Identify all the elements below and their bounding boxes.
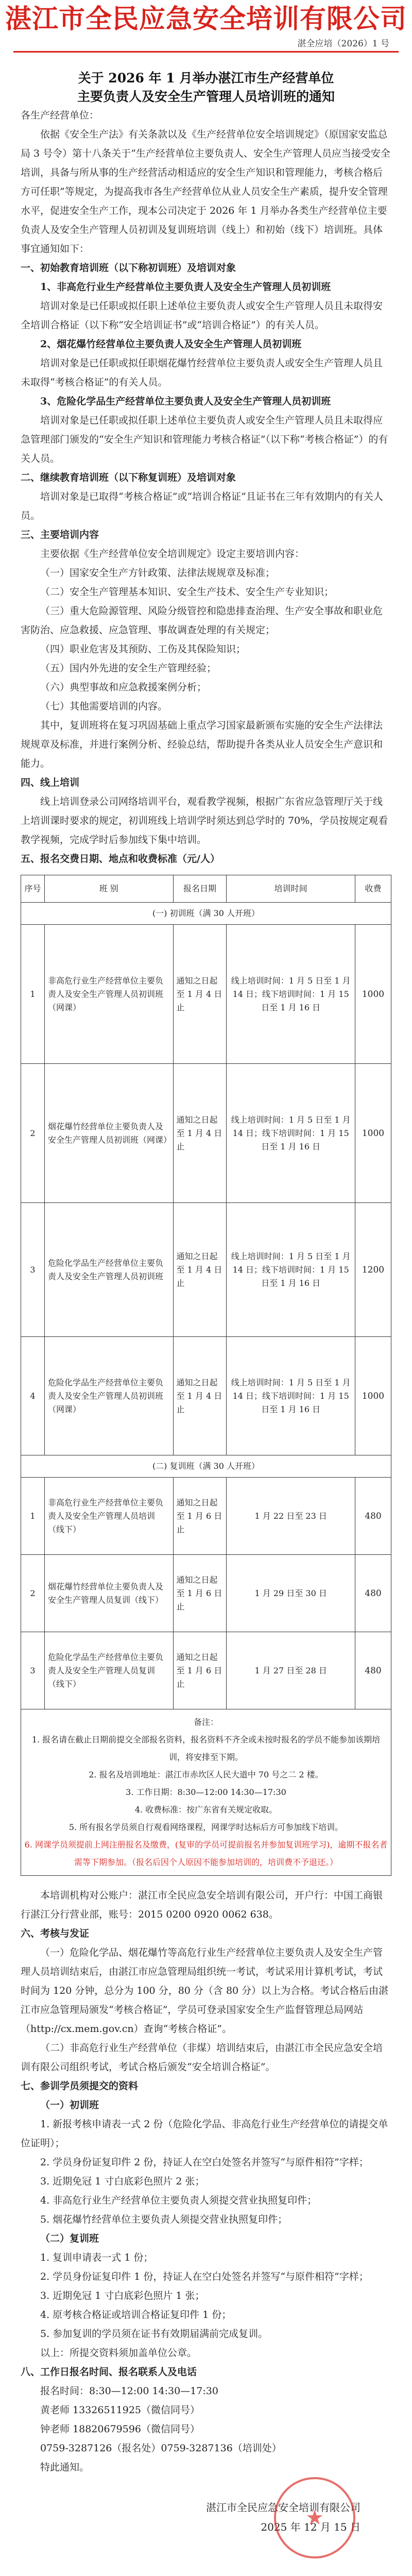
section-1-sub-1: 1、非高危行业生产经营单位主要负责人及安全生产管理人员初训班 (40, 281, 331, 293)
bank-account-note: 本培训机构对公账户：湛江市全民应急安全培训有限公司，开户行：中国工商银行湛江分行营业部，账号：2015 0200 0920 0062 638。 (21, 1890, 383, 1920)
materials-item: 4. 原考核合格证或培训合格证复印件 1 份； (40, 2309, 232, 2320)
section-6-text-2: （二）非高危行业生产经营单位（非煤）培训结束后，由湛江市全民应急安全培训有限公司组织考试，考试合格后颁发“安全培训合格证”。 (21, 2042, 383, 2073)
header-training-time: 培训时间 (227, 875, 355, 903)
materials-item: 4. 非高危行业生产经营单位主要负责人须提交营业执照复印件； (40, 2195, 317, 2206)
table-row (21, 1337, 391, 1455)
table-group-row (21, 903, 391, 925)
row-reg-date: 通知之日起至 1 月 4 日止 (173, 1337, 227, 1455)
note-item: 5. 所有报名学员须自行观看网络课程，网课学时达标后方可参加线下培训。 (68, 1822, 344, 1832)
row-fee: 1200 (355, 1203, 391, 1337)
row-reg-date: 通知之日起至 1 月 6 日止 (173, 1555, 227, 1632)
section-3-item: （六）典型事故和应急救援案例分析； (40, 682, 207, 693)
row-seq: 3 (21, 1203, 45, 1337)
signature-date: 2025 年 12 月 15 日 (261, 2521, 360, 2533)
salutation: 各生产经营单位： (21, 110, 99, 121)
row-fee: 480 (355, 1555, 391, 1632)
row-seq: 2 (21, 1555, 45, 1632)
materials-item: 5. 参加复训的学员须在证书有效期届满前完成复训。 (40, 2328, 268, 2340)
section-1-sub-2: 2、烟花爆竹经营单位主要负责人及安全生产管理人员初训班 (40, 338, 302, 350)
header-seq: 序号 (21, 875, 45, 903)
official-seal-icon (274, 2477, 355, 2558)
fee-table-header (21, 875, 391, 903)
document-number: 湛全应培（2026）1 号 (297, 39, 389, 49)
row-training-time: 线上培训时间：1 月 5 日至 1 月 14 日；线下培训时间：1 月 15 日至 1 月 16 日 (227, 925, 355, 1064)
signature-block (21, 2498, 391, 2537)
section-3-item: （七）其他需要培训的内容。 (40, 701, 168, 712)
row-seq: 3 (21, 1632, 45, 1709)
title-line-2: 主要负责人及安全生产管理人员培训班的通知 (77, 89, 335, 104)
row-reg-date: 通知之日起至 1 月 4 日止 (173, 925, 227, 1064)
section-3-item: （四）职业危害及其预防、工伤及其保险知识； (40, 643, 246, 655)
materials-item: 1. 新报考核申请表一式 2 份（危险化学品、非高危行业生产经营单位的请提交单位证明）； (21, 2119, 388, 2149)
section-6-text-1: （一）危险化学品、烟花爆竹等高危行业生产经营单位主要负责人及安全生产管理人员培训结束后，由湛江市应急管理局组织统一考试，考试采用计算机考试，考试时间为 120 分钟，总分为 100 分，80 分（含 80 分）以上为合格。考试合格后由湛江市应急管理局颁发“考核合格证”，学员可登录国家安全生产监督管理总局网站（http://cx.mem.gov.cn）查询“考核合格证”。 (21, 1947, 389, 2035)
table-row (21, 1478, 391, 1555)
note-item-highlight: 6. 网课学员须提前上网注册报名及缴费，(复审的学员可提前报名并参加复训班学习)，逾期不报名者需等下期参加。（报名后因个人原因不能参加培训的，培训费不予退还。） (24, 1840, 388, 1867)
materials-item: 2. 学员身份证复印件 2 份，持证人在空白处签名并签写“与原件相符”字样； (40, 2157, 369, 2168)
notice-title (0, 69, 412, 106)
row-fee: 480 (355, 1632, 391, 1709)
fee-table (21, 875, 391, 1876)
section-1-text-3: 培训对象是已任职或拟任职上述单位主要负责人或安全生产管理人员且未取得应急管理部门颁发的“安全生产知识和管理能力考核合格证”（以下称“考核合格证”）的有关人员。 (21, 415, 388, 464)
letterhead (0, 0, 412, 53)
row-reg-date: 通知之日起至 1 月 4 日止 (173, 1203, 227, 1337)
row-seq: 1 (21, 1478, 45, 1555)
row-class: 危险化学品生产经营单位主要负责人及安全生产管理人员复训（线下） (44, 1632, 173, 1709)
table-row (21, 1555, 391, 1632)
row-training-time: 1 月 22 日至 23 日 (227, 1478, 355, 1555)
row-training-time: 1 月 29 日至 30 日 (227, 1555, 355, 1632)
materials-item: 3. 近期免冠 1 寸白底彩色照片 2 张； (40, 2176, 205, 2187)
row-fee: 1000 (355, 925, 391, 1064)
row-reg-date: 通知之日起至 1 月 6 日止 (173, 1632, 227, 1709)
table-notes (21, 1709, 391, 1876)
section-5-title: 五、报名交费日期、地点和收费标准（元/人） (21, 853, 220, 865)
header-reg-date: 报名日期 (173, 875, 227, 903)
section-4-title: 四、线上培训 (21, 777, 80, 788)
contact-item: 黄老师 13326511925（微信同号） (40, 2404, 200, 2416)
section-7-sub-2: （二）复训班 (40, 2233, 99, 2244)
section-7-sub-1: （一）初训班 (40, 2099, 99, 2111)
section-7-title: 七、参训学员须提交的资料 (21, 2080, 139, 2092)
row-fee: 1000 (355, 1337, 391, 1455)
table-row (21, 1064, 391, 1203)
section-3-item: （五）国内外先进的安全生产管理经验； (40, 663, 217, 674)
header-class: 班 别 (44, 875, 173, 903)
notice-body (0, 106, 412, 2537)
materials-item: 5. 烟花爆竹经营单位主要负责人须提交营业执照复印件； (40, 2214, 288, 2225)
office-hours: 报名时间：8:30—12:00 14:30—17:30 (40, 2385, 218, 2397)
table-row (21, 925, 391, 1064)
section-2-title: 二、继续教育培训班（以下称复训班）及培训对象 (21, 472, 236, 483)
section-3-text: 其中，复训班将在复习巩固基础上重点学习国家最新颁布实施的安全生产法律法规规章及标准，并进行案例分析、经验总结，帮助提升各类从业人员安全生产意识和能力。 (21, 720, 383, 769)
group-initial-training: (一) 初训班（满 30 人开班） (21, 903, 391, 925)
section-3-item: （二）安全生产管理基本知识、安全生产技术、安全生产专业知识； (40, 586, 334, 598)
table-group-row (21, 1455, 391, 1478)
section-3-title: 三、主要培训内容 (21, 529, 99, 540)
row-class: 危险化学品生产经营单位主要负责人及安全生产管理人员初训班（网课） (44, 1337, 173, 1455)
row-class: 烟花爆竹经营单位主要负责人及安全生产管理人员初训班（网课） (44, 1064, 173, 1203)
contact-item: 0759-3287126（报名处）0759-3287136（培训处） (40, 2443, 282, 2454)
table-notes-row (21, 1709, 391, 1876)
signature-org: 湛江市全民应急安全培训有限公司 (206, 2501, 360, 2514)
contact-item: 钟老师 18820679596（微信同号） (40, 2424, 200, 2435)
section-3-item: （三）重大危险源管理、风险分级管控和隐患排查治理、生产安全事故和职业危害防治、应急救援、应急管理、事故调查处理的有关规定； (21, 605, 383, 636)
row-seq: 4 (21, 1337, 45, 1455)
row-training-time: 线上培训时间：1 月 5 日至 1 月 14 日；线下培训时间：1 月 15 日至 1 月 16 日 (227, 1064, 355, 1203)
section-1-title: 一、初始教育培训班（以下称初训班）及培训对象 (21, 262, 236, 274)
note-item: 4. 收费标准：按广东省有关规定收取。 (134, 1805, 278, 1815)
table-row (21, 1203, 391, 1337)
materials-item: 1. 复训申请表一式 1 份； (40, 2252, 153, 2263)
row-seq: 2 (21, 1064, 45, 1203)
note-item: 1. 报名请在截止日期前提交全部报名资料，报名资料不齐全或未按时报名的学员不能参加该期培训，将安排至下期。 (31, 1735, 381, 1762)
header-divider (13, 51, 399, 53)
row-fee: 1000 (355, 1064, 391, 1203)
section-1-text-2: 培训对象是已任职或拟任职烟花爆竹经营单位主要负责人或安全生产管理人员且未取得“考核合格证”的有关人员。 (21, 358, 383, 388)
materials-item: 3. 近期免冠 1 寸白底彩色照片 1 张； (40, 2290, 205, 2301)
note-item: 3. 工作日期：8:30—12:00 14:30—17:30 (126, 1787, 286, 1797)
row-class: 烟花爆竹经营单位主要负责人及安全生产管理人员复训（线下） (44, 1555, 173, 1632)
title-line-1: 关于 2026 年 1 月举办湛江市生产经营单位 (78, 71, 334, 86)
materials-note: 以上：所提交资料须加盖单位公章。 (40, 2347, 197, 2359)
row-class: 非高危行业生产经营单位主要负责人及安全生产管理人员培训（线下） (44, 1478, 173, 1555)
section-4-text: 线上培训登录公司网络培训平台，观看教学视频，根据广东省应急管理厅关于线上培训课时要求的规定，初训班线上培训学时须达到总学时的 70%，学员按规定观看教学视频，完成学时后参加线下集中培训。 (21, 796, 388, 845)
section-3-intro: 主要依据《生产经营单位安全培训规定》设定主要培训内容： (40, 548, 305, 560)
row-training-time: 线上培训时间：1 月 5 日至 1 月 14 日；线下培训时间：1 月 15 日至 1 月 16 日 (227, 1203, 355, 1337)
section-1-text-1: 培训对象是已任职或拟任职上述单位主要负责人或安全生产管理人员且未取得安全培训合格证（以下称“安全培训证书”或“培训合格证”）的有关人员。 (21, 300, 383, 331)
row-reg-date: 通知之日起至 1 月 6 日止 (173, 1478, 227, 1555)
table-row (21, 1632, 391, 1709)
row-training-time: 线上培训时间：1 月 5 日至 1 月 14 日；线下培训时间：1 月 15 日至 1 月 16 日 (227, 1337, 355, 1455)
section-1-sub-3: 3、危险化学品生产经营单位主要负责人及安全生产管理人员初训班 (40, 396, 331, 407)
organization-name: 湛江市全民应急安全培训有限公司 (5, 4, 407, 35)
row-class: 非高危行业生产经营单位主要负责人及安全生产管理人员初训班（网课） (44, 925, 173, 1064)
row-training-time: 1 月 27 日至 28 日 (227, 1632, 355, 1709)
closing-remark: 特此通知。 (40, 2462, 90, 2473)
row-fee: 480 (355, 1478, 391, 1555)
intro-paragraph: 依据《安全生产法》有关条款以及《生产经营单位安全培训规定》（原国家安监总局 3 号令）第十八条关于“生产经营单位主要负责人、安全生产管理人员应当接受安全培训，具备与所从事的生产经营活动相适应的安全生产知识和管理能力，考核合格后方可任职”等规定，为提高我市各生产经营单位从业人员安全生产素质，提升安全管理水平，促进安全生产工作，现本公司决定于 2026 年 1 月举办各类生产经营单位主要负责人及安全生产管理人员初训及复训班培训（线上）和初始（线下）培训班。具体事宜通知如下： (21, 129, 390, 255)
header-fee: 收费 (355, 875, 391, 903)
row-class: 危险化学品生产经营单位主要负责人及安全生产管理人员初训班 (44, 1203, 173, 1337)
materials-item: 2. 学员身份证复印件 1 份，持证人在空白处签名并签写“与原件相符”字样； (40, 2271, 369, 2282)
row-seq: 1 (21, 925, 45, 1064)
group-refresher-training: (二) 复训班（满 30 人开班） (21, 1455, 391, 1478)
section-6-title: 六、考核与发证 (21, 1928, 90, 1939)
note-item: 2. 报名及培训地址：湛江市赤坎区人民大道中 70 号之二 2 楼。 (89, 1770, 323, 1780)
section-8-title: 八、工作日报名时间、报名联系人及电话 (21, 2366, 197, 2378)
section-3-item: （一）国家安全生产方针政策、法律法规规章及标准； (40, 567, 276, 579)
row-reg-date: 通知之日起至 1 月 4 日止 (173, 1064, 227, 1203)
notes-title: 备注： (193, 1717, 218, 1727)
section-2-text: 培训对象是已取得“考核合格证”或“培训合格证”且证书在三年有效期内的有关人员。 (21, 491, 383, 521)
